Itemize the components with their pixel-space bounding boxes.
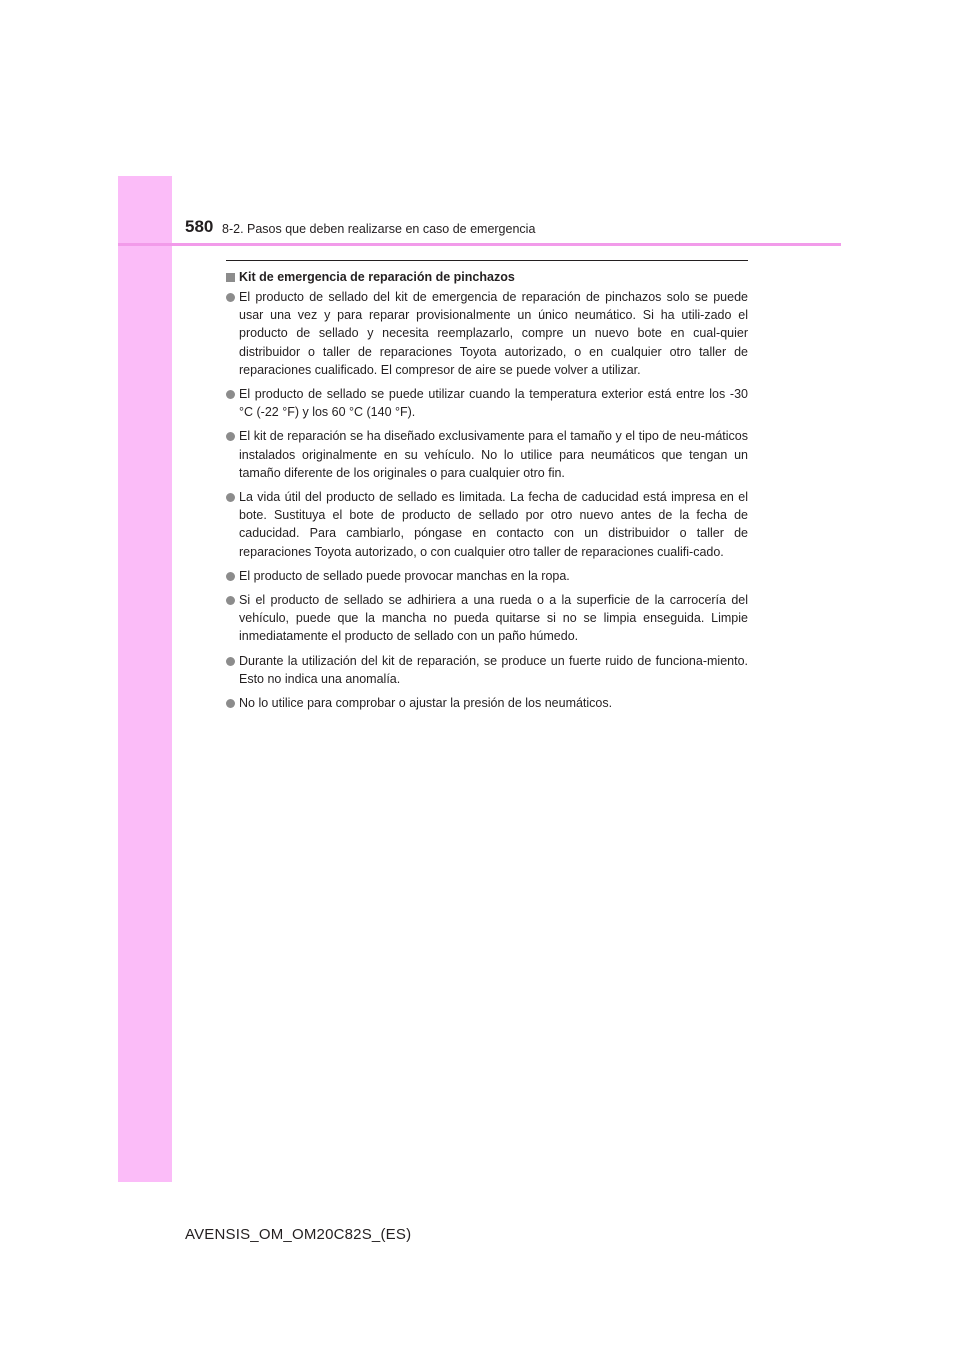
- circle-bullet-icon: [226, 390, 235, 399]
- list-item-text: El kit de reparación se ha diseñado exclusivamente para el tamaño y el tipo de neu-máticos instalados originalmente en su vehículo. No lo utilice para neumáticos que tengan un tamaño diferente de los originales o para cualquier otro fin.: [239, 429, 748, 480]
- list-item-text: Durante la utilización del kit de reparación, se produce un fuerte ruido de funciona-miento. Esto no indica una anomalía.: [239, 653, 748, 686]
- list-item: [226, 652, 748, 688]
- list-item: [226, 385, 748, 421]
- header-rule: [118, 243, 841, 246]
- list-item: [226, 427, 748, 482]
- list-item-text: El producto de sellado se puede utilizar cuando la temperatura exterior está entre los -30 °C (-22 °F) y los 60 °C (140 °F).: [239, 387, 748, 420]
- list-item-text: No lo utilice para comprobar o ajustar la presión de los neumáticos.: [239, 696, 613, 711]
- page-number: 580: [185, 217, 214, 236]
- circle-bullet-icon: [226, 596, 235, 605]
- list-item-text: La vida útil del producto de sellado es limitada. La fecha de caducidad está impresa en el bote. Sustituya el bote de producto de sellado por otro nuevo antes de la fecha de caducidad. Para cambiarlo, póngase en contacto con un distribuidor o taller de reparaciones Toyota autorizado, o con cualquier otro taller de reparaciones cualifi-cado.: [239, 490, 748, 559]
- circle-bullet-icon: [226, 432, 235, 441]
- document-code: AVENSIS_OM_OM20C82S_(ES): [185, 1226, 412, 1243]
- side-color-band: [118, 176, 172, 1182]
- circle-bullet-icon: [226, 657, 235, 666]
- circle-bullet-icon: [226, 293, 235, 302]
- section-heading-text: Kit de emergencia de reparación de pinchazos: [239, 270, 515, 284]
- content-block: [226, 268, 748, 718]
- content-rule: [226, 260, 748, 261]
- circle-bullet-icon: [226, 699, 235, 708]
- list-item-text: El producto de sellado del kit de emergencia de reparación de pinchazos solo se puede usar una vez y para reparar provisionalmente un único neumático. Si ha utili-zado el producto de sellado y necesita reemplazarlo, compre un nuevo bote en cual-quier distribuidor o taller de reparaciones Toyota autorizado, o en cualquier otro taller de reparaciones cualificado. El compresor de aire se puede volver a utilizar.: [239, 290, 748, 377]
- list-item: [226, 567, 748, 585]
- list-item: [226, 694, 748, 712]
- square-bullet-icon: [226, 273, 235, 282]
- list-item: [226, 591, 748, 646]
- list-item: [226, 288, 748, 379]
- list-item-text: El producto de sellado puede provocar manchas en la ropa.: [239, 568, 570, 583]
- section-heading: [226, 268, 748, 286]
- section-title: 8-2. Pasos que deben realizarse en caso de emergencia: [222, 222, 536, 236]
- circle-bullet-icon: [226, 572, 235, 581]
- list-item: [226, 488, 748, 561]
- circle-bullet-icon: [226, 493, 235, 502]
- list-item-text: Si el producto de sellado se adhiriera a una rueda o a la superficie de la carrocería del vehículo, puede que la mancha no pueda quitarse si no se limpia enseguida. Limpie inmediatamente el producto de sellado con un paño húmedo.: [239, 593, 748, 644]
